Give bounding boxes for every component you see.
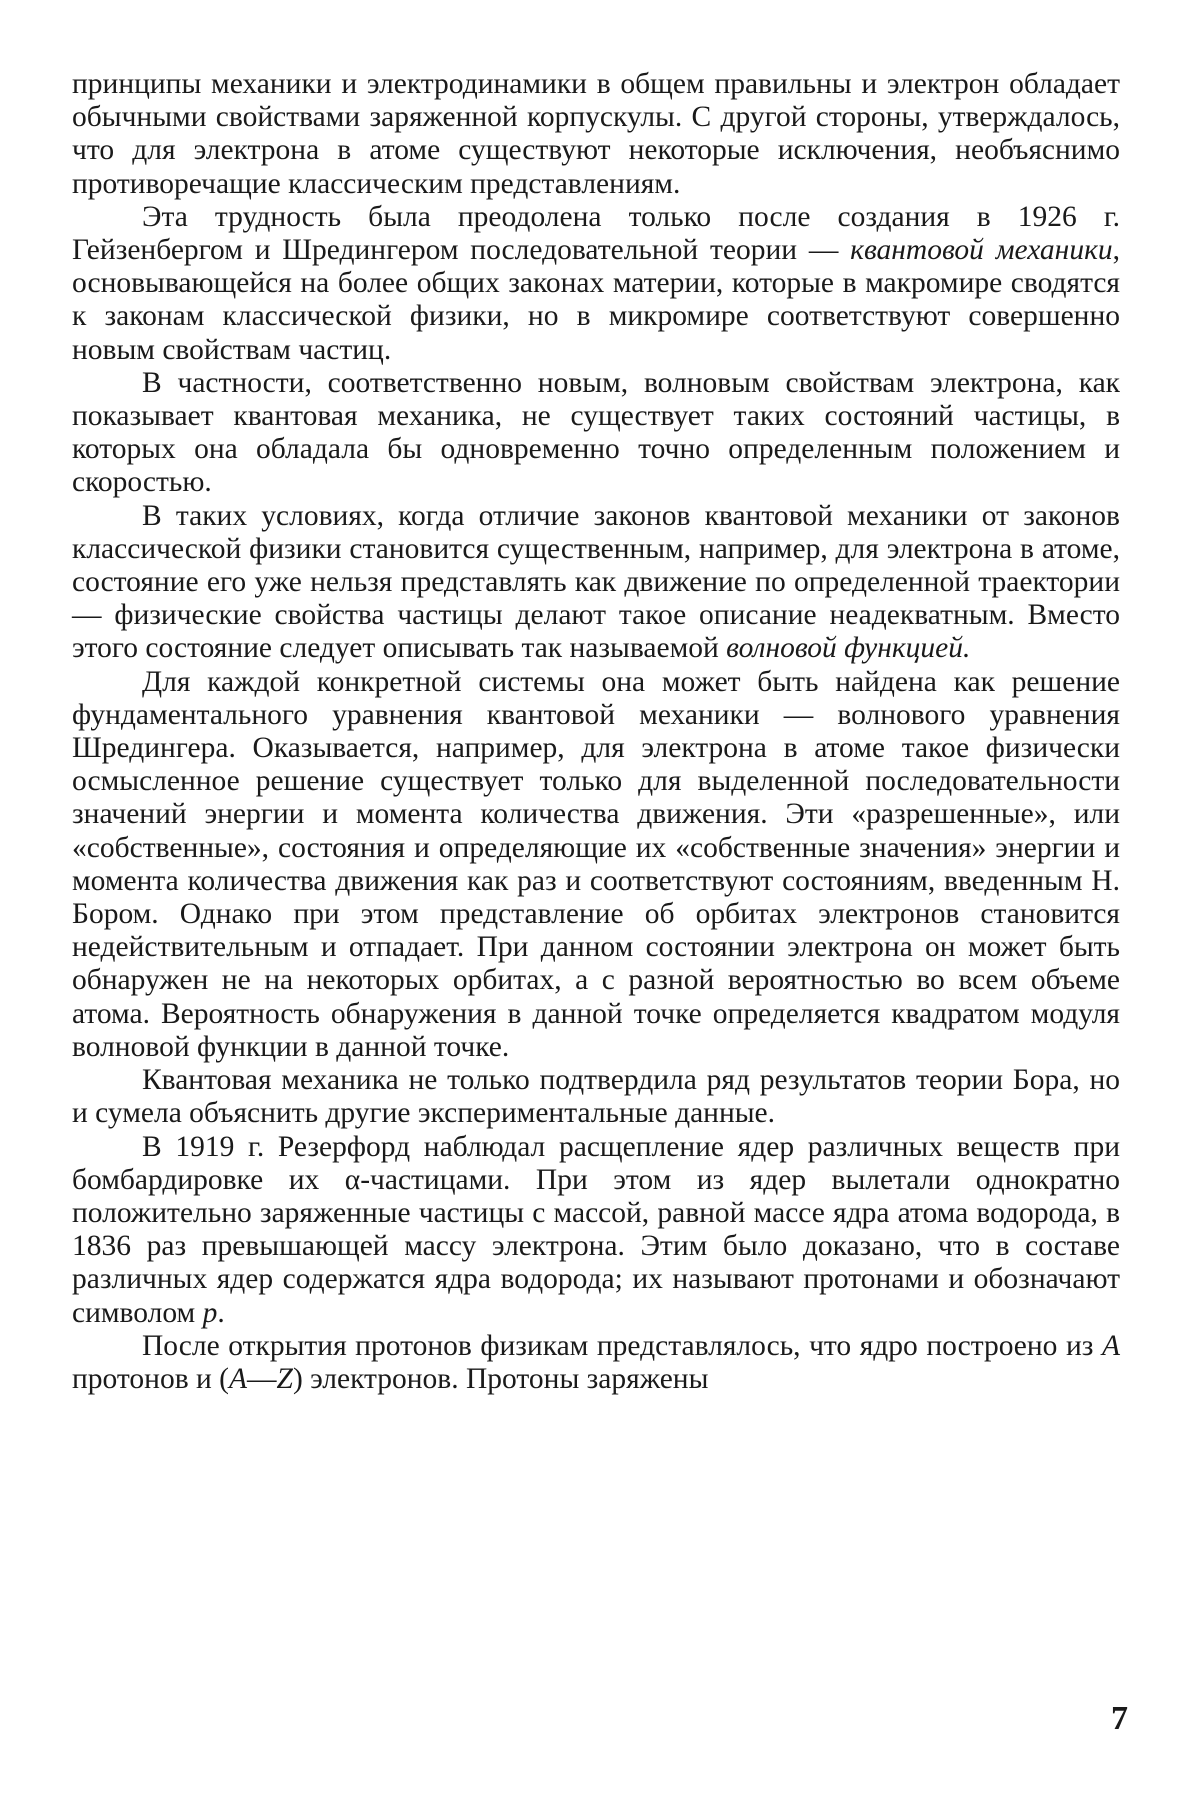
paragraph-8 <box>72 1330 1120 1396</box>
paragraph-text: В частности, соответственно новым, волновым свойствам электрона, как показывает квантовая механика, не существует таких состояний частицы, в которых она обладала бы одновременно точно определенным положением и скоростью. <box>72 366 1120 499</box>
paragraph-1 <box>72 68 1120 201</box>
paragraph-text: Эта трудность была преодолена только после создания в 1926 г. Гейзенбергом и Шредингером последовательной теории — <box>72 200 1120 267</box>
paragraph-text: ) электронов. Протоны заряжены <box>292 1362 709 1395</box>
paragraph-4 <box>72 500 1120 666</box>
paragraph-text: , основывающейся на более общих законах материи, которые в макромире сводятся к законам классической физики, но в микромире соответствуют совершенно новым свойствам частиц. <box>72 234 1120 366</box>
italic-symbol: p <box>202 1296 218 1329</box>
italic-symbol: Z <box>276 1362 293 1395</box>
paragraph-text: Квантовая механика не только подтвердила ряд результатов теории Бора, но и сумела объяснить другие экспериментальные данные. <box>72 1064 1120 1130</box>
paragraph-text: протонов и ( <box>72 1362 229 1395</box>
paragraph-text: После открытия протонов физикам представлялось, что ядро построено из <box>142 1329 1102 1362</box>
paragraph-text: . <box>217 1296 225 1329</box>
paragraph-5 <box>72 666 1120 1064</box>
italic-symbol: A <box>228 1362 248 1395</box>
paragraph-2 <box>72 201 1120 367</box>
paragraph-text: принципы механики и электродинамики в общем правильны и электрон обладает обычными свойствами заряженной корпускулы. С другой стороны, утверждалось, что для электрона в атоме существуют некоторые исключения, необъяснимо противоречащие классическим представлениям. <box>72 68 1120 200</box>
italic-term: квантовой механики <box>850 234 1113 267</box>
paragraph-6 <box>72 1064 1120 1130</box>
italic-term: волновой функцией. <box>726 632 971 665</box>
paragraph-3 <box>72 367 1120 500</box>
paragraph-text: Для каждой конкретной системы она может быть найдена как решение фундаментального уравнения квантовой механики — волнового уравнения Шредингера. Оказывается, например, для электрона в атоме такое физически осмысленное решение существует только для выделенной последовательности значений энергии и момента количества движения. Эти «разрешенные», или «собственные», состояния и определяющие их «собственные значения» энергии и момента количества движения как раз и соответствуют состояниям, введенным Н. Бором. Однако при этом представление об орбитах электронов становится недействительным и отпадает. При данном состоянии электрона он может быть обнаружен не на некоторых орбитах, а с разной вероятностью во всем объеме атома. Вероятность обнаружения в данной точке определяется квадратом модуля волновой функции в данной точке. <box>72 665 1120 1063</box>
paragraph-7 <box>72 1131 1120 1330</box>
page-number: 7 <box>1111 1700 1128 1737</box>
italic-symbol: A <box>1101 1329 1120 1362</box>
paragraph-text: В 1919 г. Резерфорд наблюдал расщепление ядер различных веществ при бомбардировке их α-частицами. При этом из ядер вылетали однократно положительно заряженные частицы с массой, равной массе ядра атома водорода, в 1836 раз превышающей массу электрона. Этим было доказано, что в составе различных ядер содержатся ядра водорода; их называют протонами и обозначают символом <box>72 1130 1120 1329</box>
page-body <box>72 68 1120 1396</box>
paragraph-text: — <box>247 1362 277 1395</box>
paragraph-text: В таких условиях, когда отличие законов квантовой механики от законов классической физики становится существенным, например, для электрона в атоме, состояние его уже нельзя представлять как движение по определенной траектории — физические свойства частицы делают такое описание неадекватным. Вместо этого состояние следует описывать так называемой <box>72 499 1120 665</box>
